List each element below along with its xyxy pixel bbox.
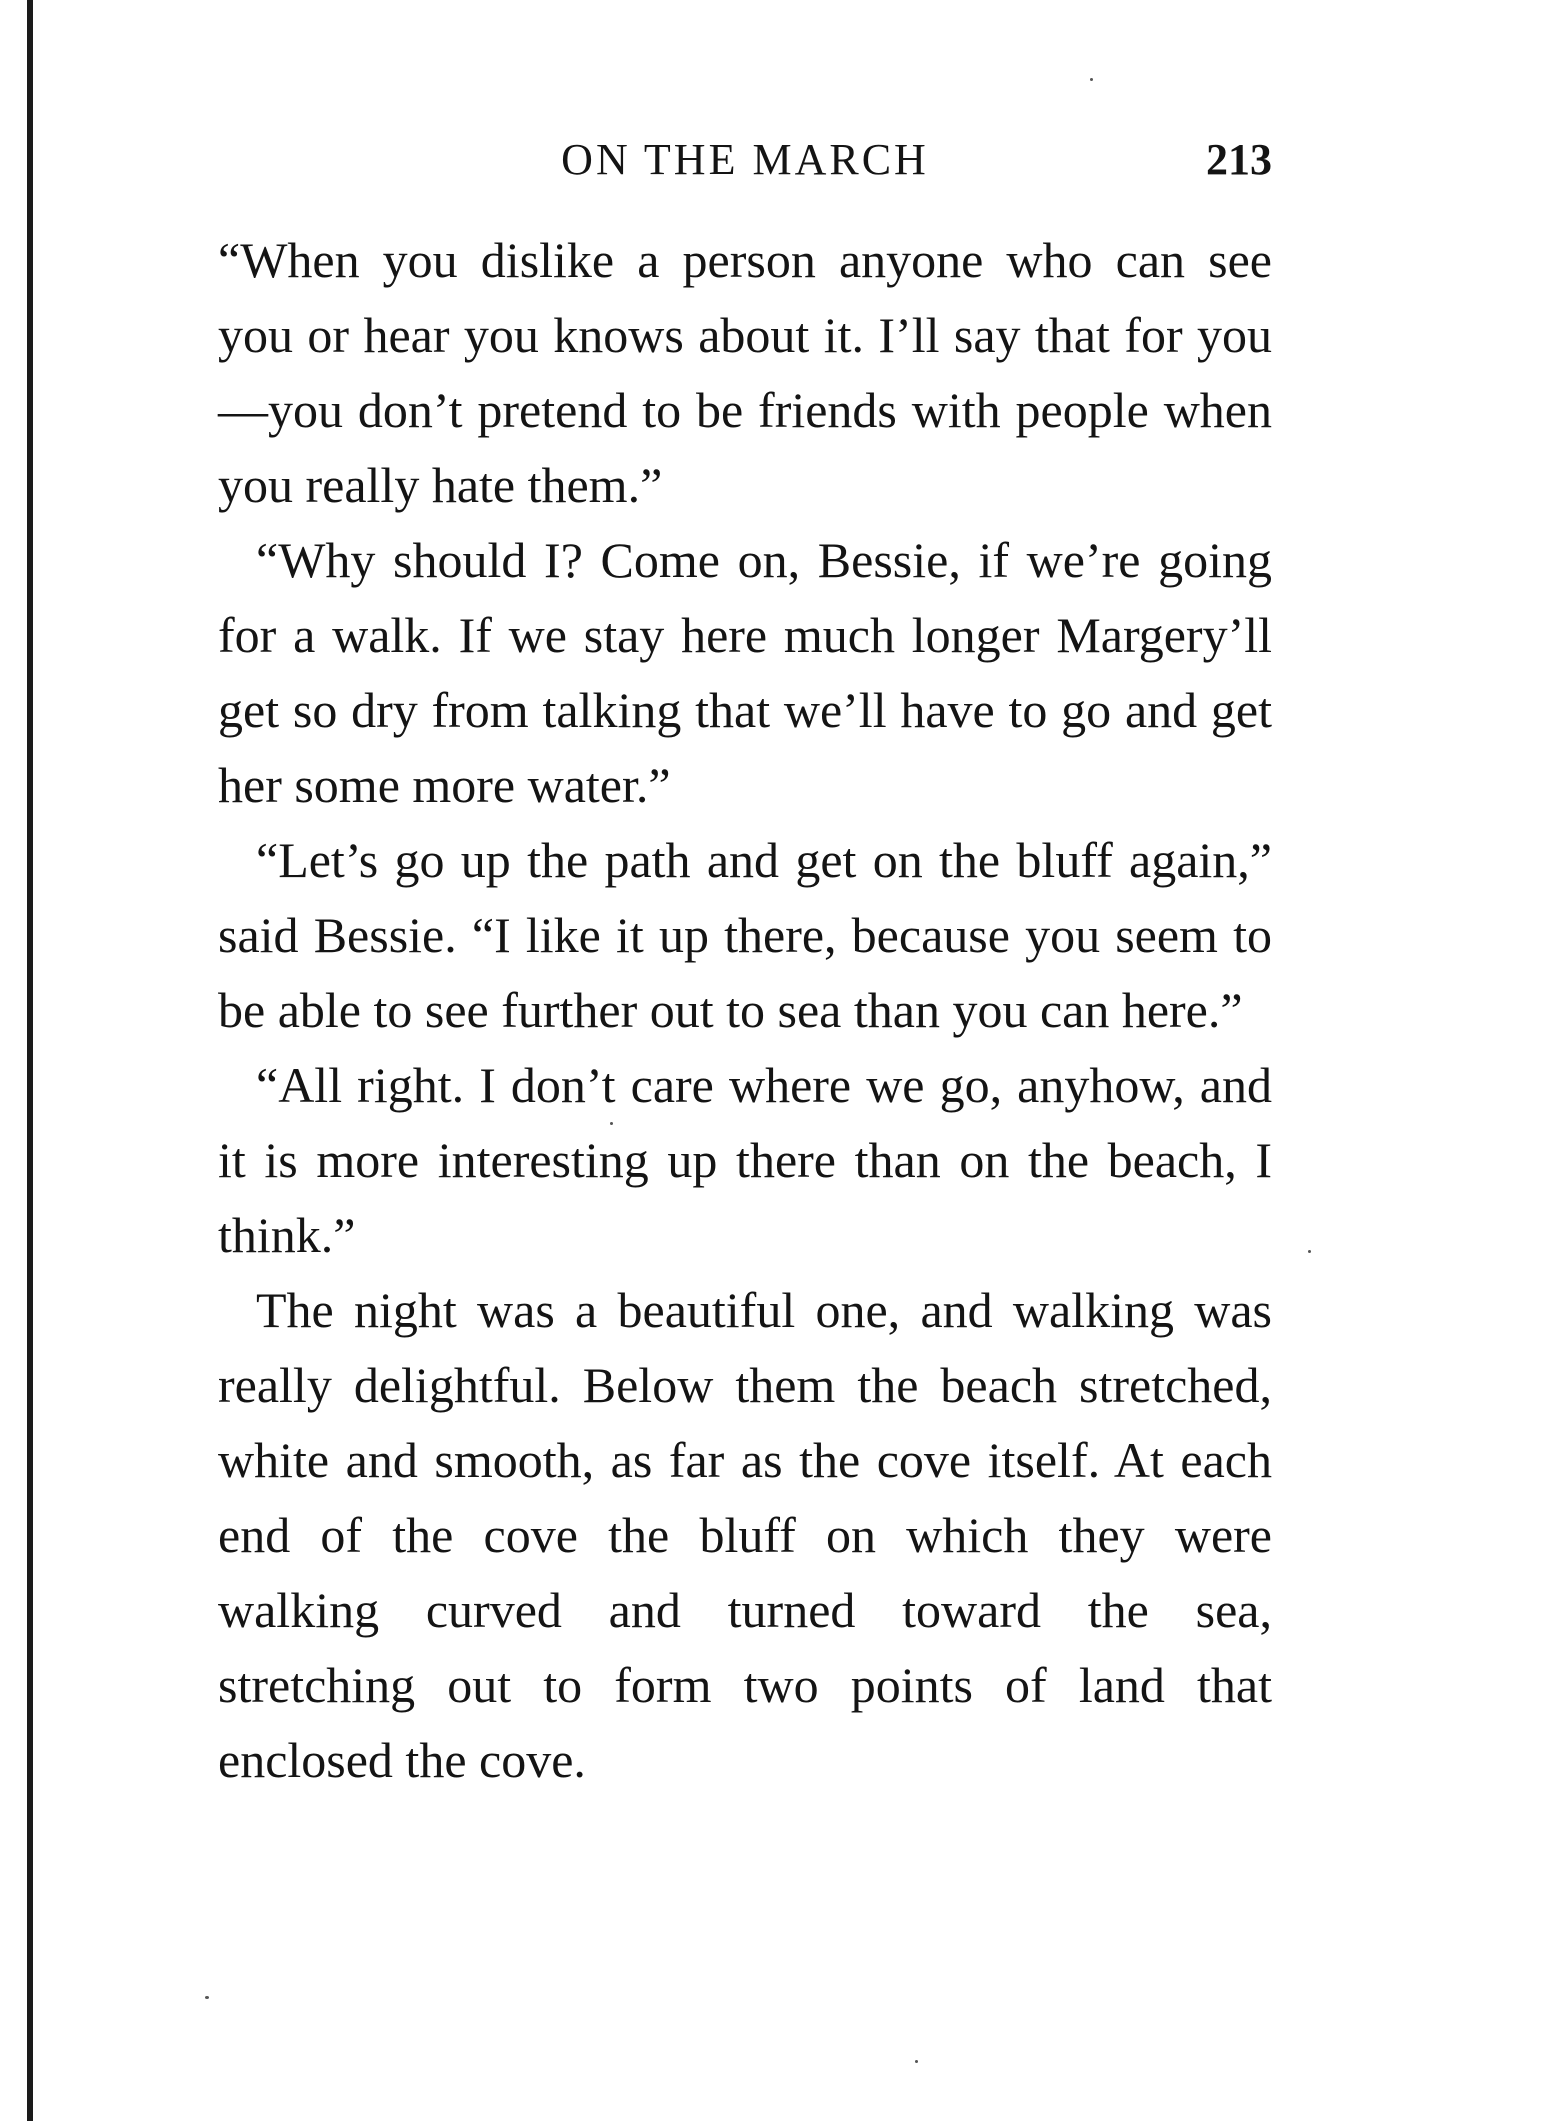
running-title: ON THE MARCH	[561, 135, 929, 184]
paragraph-3: “Let’s go up the path and get on the bluff again,” said Bessie. “I like it up there, because you seem to be able to see further out to sea than you can here.”	[218, 832, 1272, 1038]
running-head	[218, 130, 1272, 190]
paragraph-2: “Why should I? Come on, Bessie, if we’re going for a walk. If we stay here much longer Margery’ll get so dry from talking that we’ll have to go and get her some more water.”	[218, 532, 1272, 813]
binding-edge-line	[27, 0, 33, 2121]
paragraph-1: “When you dislike a person anyone who can see you or hear you knows about it. I’ll say that for you—you don’t pretend to be friends with people when you really hate them.”	[218, 232, 1272, 513]
scan-speck	[915, 2060, 918, 2063]
paragraph-5: The night was a beautiful one, and walking was really delightful. Below them the beach stretched, white and smooth, as far as the cove itself. At each end of the cove the bluff on which they were walking curved and turned toward the sea, stretching out to form two points of land that enclosed the cove.	[218, 1282, 1272, 1788]
scan-speck	[1090, 78, 1093, 81]
text-body	[218, 223, 1272, 1798]
scan-speck	[610, 1122, 613, 1125]
page-number: 213	[1206, 135, 1272, 184]
scan-speck	[1308, 1250, 1311, 1253]
paragraph-4: “All right. I don’t care where we go, anyhow, and it is more interesting up there than on the beach, I think.”	[218, 1057, 1272, 1263]
scan-speck	[205, 1996, 209, 1999]
